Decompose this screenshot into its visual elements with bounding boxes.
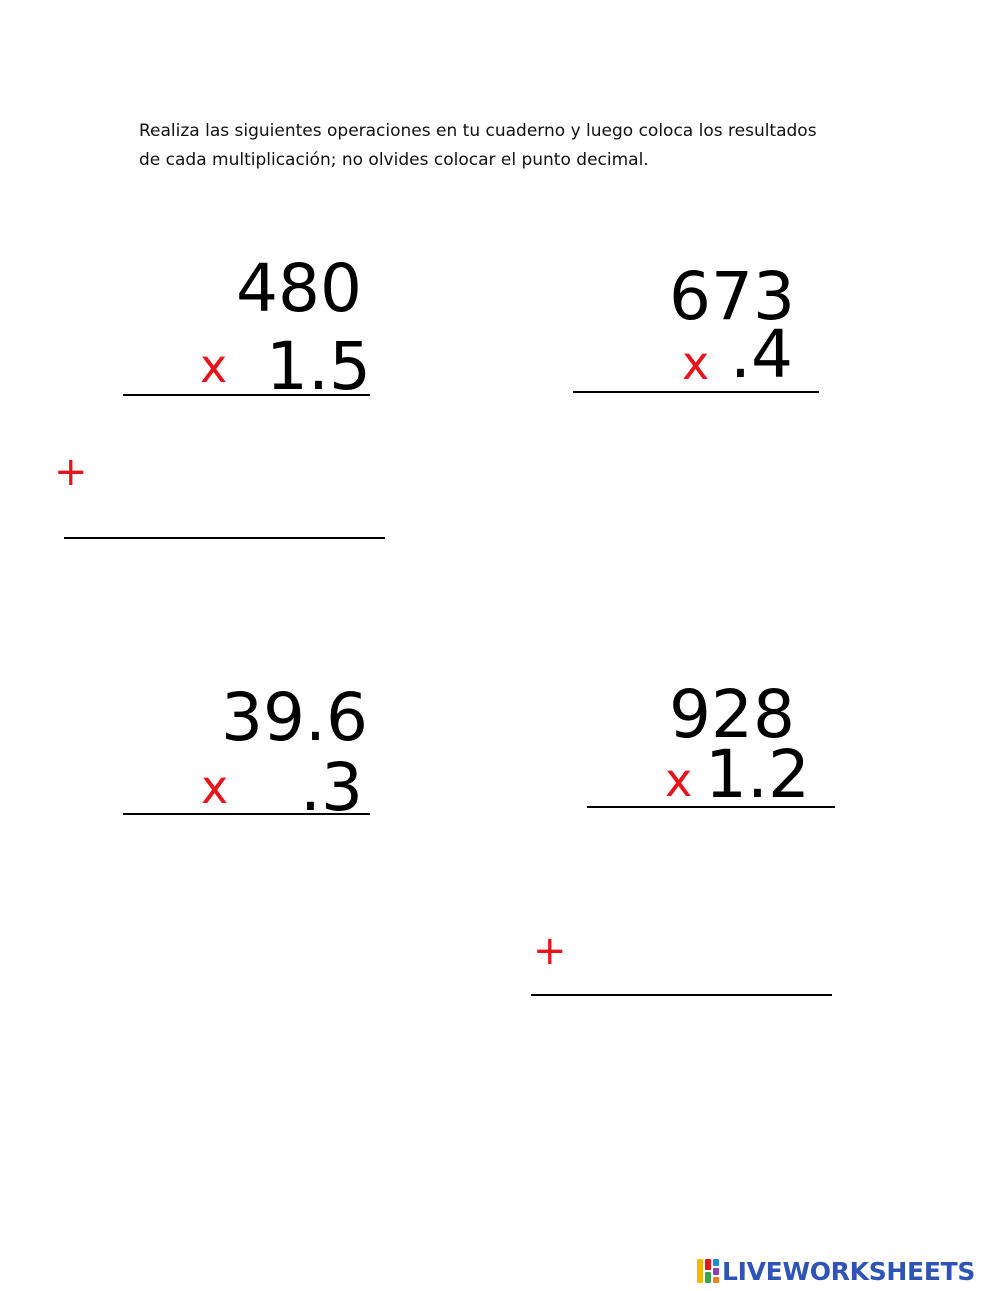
problem-4-times-sign: x: [665, 753, 693, 807]
problem-4-sum-line: [531, 994, 832, 996]
problem-3-times-sign: x: [201, 760, 229, 814]
brand-name: LIVEWORKSHEETS: [722, 1256, 976, 1286]
problem-1-sum-line: [64, 537, 385, 539]
problem-2-times-sign: x: [682, 336, 710, 390]
problem-3-product-line: [123, 813, 370, 815]
problem-4-product-line: [587, 806, 835, 808]
brand-watermark: [697, 1257, 975, 1285]
instructions-line-2: de cada multiplicación; no olvides colocar el punto decimal.: [139, 150, 649, 170]
problem-1-times-sign: x: [200, 339, 228, 393]
problem-2-multiplier: .4: [730, 316, 793, 393]
liveworksheets-logo-icon: [697, 1258, 719, 1284]
problem-4-plus-sign: +: [533, 928, 567, 974]
problem-4-multiplier: 1.2: [705, 736, 810, 813]
instructions: [139, 117, 899, 175]
problem-4-multiplicand: 928: [669, 676, 795, 753]
problem-2-multiplicand: 673: [669, 258, 795, 335]
problem-3-multiplicand: 39.6: [221, 679, 368, 756]
problem-1-plus-sign: +: [54, 449, 88, 495]
instructions-line-1: Realiza las siguientes operaciones en tu cuaderno y luego coloca los resultados: [139, 121, 817, 141]
problem-1-multiplicand: 480: [236, 250, 362, 327]
problem-1-multiplier: 1.5: [266, 328, 371, 405]
problem-1-product-line: [123, 394, 370, 396]
problem-2-product-line: [573, 391, 819, 393]
problem-3-multiplier: .3: [300, 749, 363, 826]
